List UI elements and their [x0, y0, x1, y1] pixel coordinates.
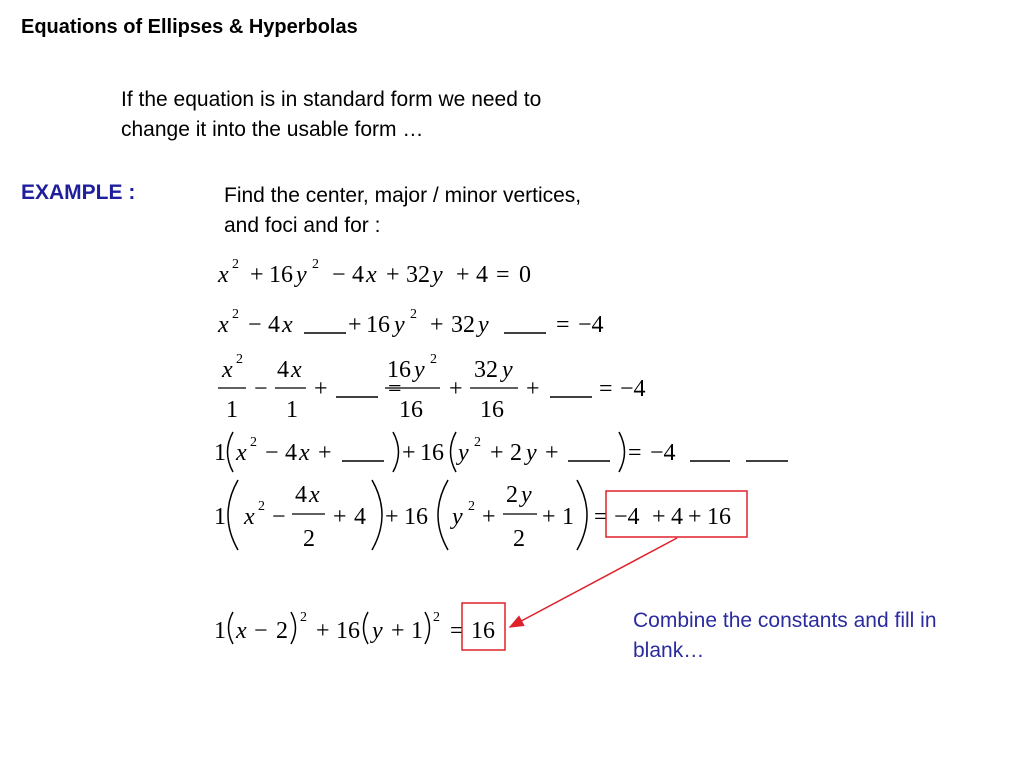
svg-text:16: 16 [420, 440, 444, 466]
svg-text:−: − [248, 312, 262, 338]
svg-text:+: + [385, 504, 399, 530]
svg-text:+: + [314, 376, 328, 402]
svg-text:−4: −4 [650, 440, 676, 466]
svg-text:16: 16 [387, 357, 411, 383]
svg-text:16: 16 [399, 397, 423, 423]
svg-text:x: x [366, 262, 377, 288]
svg-text:0: 0 [519, 262, 531, 288]
svg-text:1: 1 [286, 397, 298, 423]
svg-text:16: 16 [404, 504, 428, 530]
svg-text:16: 16 [336, 618, 360, 644]
svg-text:1: 1 [226, 397, 238, 423]
example-line-2: and foci and for : [224, 214, 381, 237]
connector-arrow [510, 538, 677, 627]
equation-2 [217, 307, 604, 338]
svg-text:1: 1 [562, 504, 574, 530]
svg-text:16: 16 [366, 312, 390, 338]
svg-text:−4: −4 [578, 312, 604, 338]
svg-text:4: 4 [476, 262, 488, 288]
svg-text:y: y [372, 618, 383, 644]
svg-text:=: = [599, 376, 613, 402]
svg-text:2: 2 [236, 352, 243, 367]
svg-text:+: + [391, 618, 405, 644]
svg-text:2: 2 [433, 610, 440, 625]
svg-text:=: = [388, 376, 402, 402]
svg-text:32: 32 [474, 357, 498, 383]
svg-text:16: 16 [269, 262, 293, 288]
svg-text:4: 4 [354, 504, 366, 530]
svg-text:+: + [526, 376, 540, 402]
svg-text:+: + [250, 262, 264, 288]
svg-text:y: y [521, 482, 532, 508]
svg-text:+: + [482, 504, 496, 530]
svg-text:−4: −4 [614, 504, 640, 530]
svg-text:y: y [452, 504, 463, 530]
svg-text:+: + [449, 376, 463, 402]
svg-text:y: y [414, 357, 425, 383]
svg-text:x: x [309, 482, 320, 508]
intro-line-2: change it into the usable form … [121, 118, 424, 141]
svg-text:x: x [236, 440, 247, 466]
svg-text:+: + [545, 440, 559, 466]
svg-text:2: 2 [258, 499, 265, 514]
svg-text:2: 2 [510, 440, 522, 466]
svg-text:y: y [458, 440, 469, 466]
svg-text:y: y [296, 262, 307, 288]
svg-text:=: = [556, 312, 570, 338]
svg-text:4: 4 [295, 482, 307, 508]
note-line-1: Combine the constants and fill in [633, 609, 937, 632]
svg-text:+: + [652, 504, 666, 530]
svg-text:x: x [291, 357, 302, 383]
svg-text:+: + [490, 440, 504, 466]
svg-text:−: − [254, 618, 268, 644]
svg-text:x: x [282, 312, 293, 338]
svg-text:=: = [450, 618, 464, 644]
example-line-1: Find the center, major / minor vertices, [224, 184, 582, 207]
svg-text:=: = [496, 262, 510, 288]
svg-text:2: 2 [232, 307, 239, 322]
svg-text:+: + [542, 504, 556, 530]
svg-text:2: 2 [312, 257, 319, 272]
svg-text:4: 4 [268, 312, 280, 338]
equation-4 [214, 432, 788, 472]
svg-text:x: x [236, 618, 247, 644]
svg-text:2: 2 [506, 482, 518, 508]
svg-text:2: 2 [276, 618, 288, 644]
svg-text:=: = [594, 504, 608, 530]
svg-text:y: y [502, 357, 513, 383]
intro-line-1: If the equation is in standard form we need to [121, 88, 542, 111]
svg-text:+: + [430, 312, 444, 338]
svg-text:2: 2 [250, 435, 257, 450]
page-title: Equations of Ellipses & Hyperbolas [21, 16, 358, 38]
equation-6 [214, 610, 495, 644]
svg-text:x: x [222, 357, 233, 383]
svg-text:+: + [318, 440, 332, 466]
svg-text:1: 1 [214, 504, 226, 530]
svg-text:y: y [432, 262, 443, 288]
svg-text:16: 16 [707, 504, 731, 530]
svg-text:2: 2 [513, 526, 525, 552]
svg-text:x: x [218, 262, 229, 288]
svg-text:y: y [478, 312, 489, 338]
equation-1 [217, 257, 531, 288]
svg-text:+: + [402, 440, 416, 466]
svg-text:x: x [244, 504, 255, 530]
svg-text:2: 2 [232, 257, 239, 272]
svg-text:4: 4 [352, 262, 364, 288]
svg-text:2: 2 [410, 307, 417, 322]
svg-text:x: x [218, 312, 229, 338]
example-label: EXAMPLE : [21, 181, 136, 204]
svg-text:−: − [254, 376, 268, 402]
svg-text:+: + [456, 262, 470, 288]
note-line-2: blank… [633, 639, 705, 662]
svg-text:+: + [348, 312, 362, 338]
svg-text:+: + [386, 262, 400, 288]
svg-text:+: + [688, 504, 702, 530]
svg-text:x: x [299, 440, 310, 466]
svg-text:4: 4 [285, 440, 297, 466]
svg-text:4: 4 [671, 504, 683, 530]
svg-text:2: 2 [303, 526, 315, 552]
svg-text:16: 16 [480, 397, 504, 423]
svg-text:+: + [316, 618, 330, 644]
svg-text:y: y [394, 312, 405, 338]
svg-text:2: 2 [474, 435, 481, 450]
svg-text:−: − [265, 440, 279, 466]
svg-text:2: 2 [468, 499, 475, 514]
svg-text:32: 32 [451, 312, 475, 338]
svg-text:1: 1 [411, 618, 423, 644]
svg-text:=: = [628, 440, 642, 466]
svg-text:−: − [272, 504, 286, 530]
svg-text:2: 2 [430, 352, 437, 367]
svg-text:16: 16 [471, 618, 495, 644]
equation-3 [218, 352, 646, 423]
svg-text:−: − [332, 262, 346, 288]
svg-text:+: + [333, 504, 347, 530]
svg-text:32: 32 [406, 262, 430, 288]
svg-text:y: y [526, 440, 537, 466]
svg-text:1: 1 [214, 440, 226, 466]
svg-text:−4: −4 [620, 376, 646, 402]
svg-text:2: 2 [300, 610, 307, 625]
svg-text:1: 1 [214, 618, 226, 644]
svg-text:4: 4 [277, 357, 289, 383]
